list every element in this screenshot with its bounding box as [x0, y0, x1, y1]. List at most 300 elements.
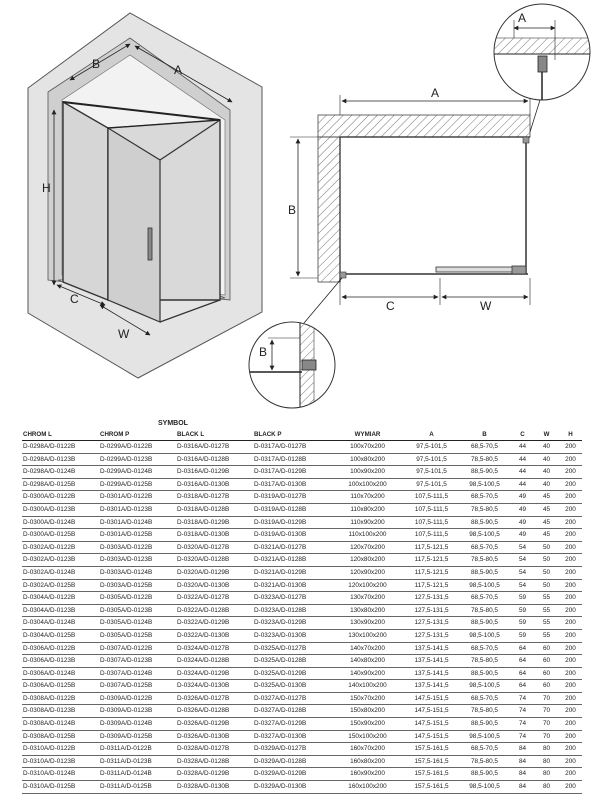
table-cell: 55 [534, 629, 558, 642]
table-cell: 54 [510, 579, 534, 592]
table-cell: 88,5-90,5 [458, 718, 510, 731]
table-cell: 80 [534, 768, 558, 781]
table-cell: 44 [510, 466, 534, 479]
table-row [22, 768, 582, 781]
table-cell: D-0321A/D-0127B [253, 541, 330, 554]
table-cell: D-0298A/D-0122B [22, 441, 99, 454]
table-cell: D-0318A/D-0130B [176, 529, 253, 542]
table-cell: 98,5-100,5 [458, 781, 510, 794]
table-cell: 200 [558, 604, 582, 617]
table-header-row [22, 429, 582, 441]
table-cell: 200 [558, 541, 582, 554]
table-cell: 50 [534, 554, 558, 567]
table-cell: 200 [558, 466, 582, 479]
table-cell: 140x100x200 [330, 680, 404, 693]
table-cell: 98,5-100,5 [458, 579, 510, 592]
table-cell: 150x80x200 [330, 705, 404, 718]
perspective-label-a: A [174, 63, 183, 77]
table-cell: 78,5-80,5 [458, 503, 510, 516]
table-cell: D-0317A/D-0127B [253, 441, 330, 454]
table-cell: 80 [534, 755, 558, 768]
table-cell: 110x90x200 [330, 516, 404, 529]
table-cell: 200 [558, 755, 582, 768]
table-cell: D-0304A/D-0123B [22, 604, 99, 617]
table-cell: 160x100x200 [330, 781, 404, 794]
table-cell: 127,5-131,5 [404, 592, 458, 605]
table-cell: 88,5-90,5 [458, 566, 510, 579]
table-cell: 60 [534, 680, 558, 693]
table-cell: 88,5-90,5 [458, 768, 510, 781]
table-cell: 55 [534, 592, 558, 605]
table-cell: D-0301A/D-0123B [99, 503, 176, 516]
table-cell: 200 [558, 718, 582, 731]
table-row [22, 617, 582, 630]
symbol-title: SYMBOL [158, 420, 188, 427]
table-cell: 100x90x200 [330, 466, 404, 479]
table-cell: D-0323A/D-0129B [253, 617, 330, 630]
table-cell: 80 [534, 743, 558, 756]
table-cell: 59 [510, 617, 534, 630]
perspective-label-w: W [118, 327, 130, 341]
table-row [22, 680, 582, 693]
table-cell: 160x80x200 [330, 755, 404, 768]
table-cell: D-0304A/D-0124B [22, 617, 99, 630]
table-cell: 54 [510, 541, 534, 554]
table-cell: 147,5-151,5 [404, 705, 458, 718]
table-cell: 200 [558, 743, 582, 756]
table-cell: D-0327A/D-0128B [253, 705, 330, 718]
table-cell: D-0321A/D-0129B [253, 566, 330, 579]
table-row [22, 466, 582, 479]
table-cell: 40 [534, 441, 558, 454]
table-cell: 130x70x200 [330, 592, 404, 605]
table-cell: D-0303A/D-0123B [99, 554, 176, 567]
table-cell: 140x70x200 [330, 642, 404, 655]
table-cell: 130x90x200 [330, 617, 404, 630]
table-cell: 70 [534, 692, 558, 705]
table-cell: D-0329A/D-0128B [253, 755, 330, 768]
table-cell: 78,5-80,5 [458, 655, 510, 668]
table-row [22, 453, 582, 466]
perspective-label-c: C [70, 292, 79, 306]
table-cell: D-0327A/D-0127B [253, 692, 330, 705]
table-cell: D-0301A/D-0124B [99, 516, 176, 529]
table-cell: D-0324A/D-0129B [176, 667, 253, 680]
table-cell: D-0307A/D-0122B [99, 642, 176, 655]
table-cell: 54 [510, 554, 534, 567]
table-row [22, 667, 582, 680]
table-cell: D-0317A/D-0128B [253, 453, 330, 466]
table-row [22, 692, 582, 705]
table-cell: 147,5-151,5 [404, 718, 458, 731]
table-cell: 64 [510, 680, 534, 693]
table-cell: 200 [558, 503, 582, 516]
table-row [22, 579, 582, 592]
table-cell: D-0324A/D-0127B [176, 642, 253, 655]
table-cell: 78,5-80,5 [458, 453, 510, 466]
table-cell: 200 [558, 516, 582, 529]
spec-table [22, 418, 582, 794]
table-cell: 74 [510, 718, 534, 731]
table-cell: D-0300A/D-0124B [22, 516, 99, 529]
table-cell: 74 [510, 730, 534, 743]
table-cell: 117,5-121,5 [404, 579, 458, 592]
plan-label-a: A [431, 86, 440, 100]
table-cell: 84 [510, 768, 534, 781]
table-cell: 44 [510, 441, 534, 454]
table-cell: 200 [558, 629, 582, 642]
table-cell: D-0308A/D-0122B [22, 692, 99, 705]
plan-wall-top [318, 115, 530, 137]
table-cell: 200 [558, 642, 582, 655]
table-cell: 49 [510, 503, 534, 516]
table-cell: D-0307A/D-0123B [99, 655, 176, 668]
table-cell: 80 [534, 781, 558, 794]
table-cell: D-0317A/D-0130B [253, 478, 330, 491]
table-cell: 55 [534, 604, 558, 617]
table-cell: 60 [534, 667, 558, 680]
table-cell: D-0299A/D-0123B [99, 453, 176, 466]
table-cell: 54 [510, 566, 534, 579]
detail-top-label: A [518, 11, 527, 25]
detail-bottom [249, 278, 342, 410]
table-cell: 78,5-80,5 [458, 705, 510, 718]
table-cell: D-0318A/D-0127B [176, 491, 253, 504]
table-cell: D-0306A/D-0125B [22, 680, 99, 693]
table-cell: D-0309A/D-0123B [99, 705, 176, 718]
table-cell: D-0308A/D-0123B [22, 705, 99, 718]
table-cell: 55 [534, 617, 558, 630]
table-cell: D-0307A/D-0125B [99, 680, 176, 693]
table-cell: D-0311A/D-0124B [99, 768, 176, 781]
table-cell: 70 [534, 730, 558, 743]
table-row [22, 491, 582, 504]
table-cell: D-0302A/D-0123B [22, 554, 99, 567]
table-cell: 157,5-161,5 [404, 743, 458, 756]
table-cell: D-0311A/D-0125B [99, 781, 176, 794]
table-cell: D-0305A/D-0125B [99, 629, 176, 642]
table-header-cell: BLACK L [176, 429, 253, 441]
table-cell: D-0302A/D-0125B [22, 579, 99, 592]
table-cell: 110x70x200 [330, 491, 404, 504]
table-cell: D-0322A/D-0130B [176, 629, 253, 642]
table-cell: 40 [534, 453, 558, 466]
table-cell: D-0319A/D-0127B [253, 491, 330, 504]
table-cell: D-0329A/D-0127B [253, 743, 330, 756]
table-cell: 60 [534, 655, 558, 668]
table-cell: 157,5-161,5 [404, 768, 458, 781]
table-cell: 160x90x200 [330, 768, 404, 781]
table-cell: 147,5-151,5 [404, 730, 458, 743]
table-row [22, 554, 582, 567]
table-cell: D-0325A/D-0128B [253, 655, 330, 668]
table-cell: D-0307A/D-0124B [99, 667, 176, 680]
table-cell: 110x100x200 [330, 529, 404, 542]
table-header-cell: WYMIAR [330, 429, 404, 441]
table-cell: D-0323A/D-0130B [253, 629, 330, 642]
table-cell: 200 [558, 655, 582, 668]
table-cell: 200 [558, 680, 582, 693]
table-header-cell: B [458, 429, 510, 441]
table-cell: 117,5-121,5 [404, 554, 458, 567]
table-cell: D-0299A/D-0124B [99, 466, 176, 479]
table-cell: D-0326A/D-0128B [176, 705, 253, 718]
table-cell: 107,5-111,5 [404, 491, 458, 504]
table-cell: 44 [510, 478, 534, 491]
table-cell: D-0310A/D-0125B [22, 781, 99, 794]
table-cell: D-0325A/D-0127B [253, 642, 330, 655]
table-cell: 200 [558, 768, 582, 781]
table-cell: 140x80x200 [330, 655, 404, 668]
table-cell: 68,5-70,5 [458, 592, 510, 605]
perspective-label-b: B [92, 57, 101, 71]
table-cell: 68,5-70,5 [458, 743, 510, 756]
table-cell: 150x70x200 [330, 692, 404, 705]
table-cell: 130x80x200 [330, 604, 404, 617]
table-cell: D-0328A/D-0130B [176, 781, 253, 794]
table-cell: 45 [534, 516, 558, 529]
table-cell: D-0298A/D-0125B [22, 478, 99, 491]
table-cell: D-0326A/D-0127B [176, 692, 253, 705]
table-cell: 150x90x200 [330, 718, 404, 731]
table-cell: 137,5-141,5 [404, 655, 458, 668]
table-cell: 70 [534, 705, 558, 718]
table-cell: 200 [558, 592, 582, 605]
table-cell: D-0305A/D-0123B [99, 604, 176, 617]
table-cell: D-0303A/D-0125B [99, 579, 176, 592]
table-cell: D-0319A/D-0130B [253, 529, 330, 542]
table-cell: 45 [534, 503, 558, 516]
table-cell: D-0309A/D-0122B [99, 692, 176, 705]
table-cell: 150x100x200 [330, 730, 404, 743]
table-cell: D-0310A/D-0124B [22, 768, 99, 781]
table-cell: D-0309A/D-0125B [99, 730, 176, 743]
table-cell: 68,5-70,5 [458, 491, 510, 504]
table-cell: 84 [510, 781, 534, 794]
table-row [22, 441, 582, 454]
table-header-cell: BLACK P [253, 429, 330, 441]
table-cell: D-0328A/D-0128B [176, 755, 253, 768]
table-cell: D-0310A/D-0122B [22, 743, 99, 756]
table-cell: 40 [534, 466, 558, 479]
table-cell: D-0328A/D-0127B [176, 743, 253, 756]
table-cell: 147,5-151,5 [404, 692, 458, 705]
table-row [22, 755, 582, 768]
table-cell: 137,5-141,5 [404, 680, 458, 693]
table-cell: 127,5-131,5 [404, 604, 458, 617]
table-header-cell: C [510, 429, 534, 441]
table-cell: 200 [558, 478, 582, 491]
table-cell: 74 [510, 705, 534, 718]
perspective-view [28, 13, 262, 378]
table-cell: D-0302A/D-0124B [22, 566, 99, 579]
table-row [22, 529, 582, 542]
table-cell: 157,5-161,5 [404, 781, 458, 794]
table-cell: 107,5-111,5 [404, 516, 458, 529]
table-cell: 127,5-131,5 [404, 617, 458, 630]
table-cell: 88,5-90,5 [458, 667, 510, 680]
table-cell: 200 [558, 554, 582, 567]
table-cell: 49 [510, 529, 534, 542]
table-row [22, 566, 582, 579]
table-cell: 120x80x200 [330, 554, 404, 567]
table-cell: D-0320A/D-0130B [176, 579, 253, 592]
table-cell: 98,5-100,5 [458, 730, 510, 743]
table-cell: 100x80x200 [330, 453, 404, 466]
table-cell: 78,5-80,5 [458, 755, 510, 768]
table-cell: 200 [558, 705, 582, 718]
table-cell: 88,5-90,5 [458, 466, 510, 479]
detail-top [494, 4, 594, 132]
plan-label-w: W [480, 299, 492, 313]
table-cell: 78,5-80,5 [458, 604, 510, 617]
table-cell: D-0310A/D-0123B [22, 755, 99, 768]
table-cell: 44 [510, 453, 534, 466]
table-cell: D-0298A/D-0124B [22, 466, 99, 479]
table-header-cell: H [558, 429, 582, 441]
table-cell: D-0316A/D-0127B [176, 441, 253, 454]
table-cell: D-0304A/D-0122B [22, 592, 99, 605]
table-cell: 157,5-161,5 [404, 755, 458, 768]
table-cell: 97,5-101,5 [404, 466, 458, 479]
table-cell: 84 [510, 755, 534, 768]
table-cell: 97,5-101,5 [404, 478, 458, 491]
table-cell: 200 [558, 730, 582, 743]
table-cell: D-0305A/D-0124B [99, 617, 176, 630]
table-cell: D-0324A/D-0130B [176, 680, 253, 693]
table-row [22, 730, 582, 743]
table-cell: D-0316A/D-0129B [176, 466, 253, 479]
table-row [22, 478, 582, 491]
table-cell: D-0327A/D-0130B [253, 730, 330, 743]
table-cell: D-0329A/D-0129B [253, 768, 330, 781]
table-cell: 64 [510, 642, 534, 655]
table-row [22, 642, 582, 655]
table-cell: D-0322A/D-0129B [176, 617, 253, 630]
table-cell: D-0308A/D-0124B [22, 718, 99, 731]
table-cell: D-0303A/D-0124B [99, 566, 176, 579]
table-row [22, 592, 582, 605]
perspective-label-h: H [42, 181, 51, 195]
dimensions-table [22, 429, 582, 794]
table-cell: 200 [558, 566, 582, 579]
table-cell: D-0302A/D-0122B [22, 541, 99, 554]
table-row [22, 541, 582, 554]
table-cell: 97,5-101,5 [404, 453, 458, 466]
table-cell: D-0327A/D-0129B [253, 718, 330, 731]
table-cell: D-0321A/D-0130B [253, 579, 330, 592]
table-cell: 117,5-121,5 [404, 566, 458, 579]
table-cell: 45 [534, 529, 558, 542]
table-cell: D-0298A/D-0123B [22, 453, 99, 466]
table-cell: 70 [534, 718, 558, 731]
table-cell: D-0301A/D-0125B [99, 529, 176, 542]
table-cell: D-0324A/D-0128B [176, 655, 253, 668]
table-cell: 84 [510, 743, 534, 756]
table-cell: 49 [510, 516, 534, 529]
table-cell: 98,5-100,5 [458, 629, 510, 642]
table-cell: D-0304A/D-0125B [22, 629, 99, 642]
table-cell: D-0308A/D-0125B [22, 730, 99, 743]
plan-view [288, 86, 530, 313]
table-cell: 74 [510, 692, 534, 705]
table-cell: 200 [558, 441, 582, 454]
table-cell: 120x100x200 [330, 579, 404, 592]
table-cell: 200 [558, 617, 582, 630]
table-cell: 59 [510, 592, 534, 605]
table-cell: 50 [534, 566, 558, 579]
table-header-cell: CHROM P [99, 429, 176, 441]
table-row [22, 503, 582, 516]
table-cell: D-0300A/D-0123B [22, 503, 99, 516]
table-cell: 88,5-90,5 [458, 617, 510, 630]
table-cell: D-0300A/D-0125B [22, 529, 99, 542]
table-cell: D-0322A/D-0127B [176, 592, 253, 605]
table-cell: 200 [558, 667, 582, 680]
table-cell: D-0303A/D-0122B [99, 541, 176, 554]
table-cell: 200 [558, 491, 582, 504]
table-cell: 120x70x200 [330, 541, 404, 554]
table-cell: 45 [534, 491, 558, 504]
table-cell: 100x70x200 [330, 441, 404, 454]
table-cell: D-0319A/D-0129B [253, 516, 330, 529]
table-cell: D-0326A/D-0129B [176, 718, 253, 731]
table-row [22, 743, 582, 756]
table-cell: 88,5-90,5 [458, 516, 510, 529]
table-cell: D-0321A/D-0128B [253, 554, 330, 567]
table-cell: D-0306A/D-0124B [22, 667, 99, 680]
table-row [22, 604, 582, 617]
table-cell: 137,5-141,5 [404, 642, 458, 655]
table-cell: 68,5-70,5 [458, 441, 510, 454]
table-row [22, 629, 582, 642]
table-cell: D-0325A/D-0129B [253, 667, 330, 680]
table-cell: D-0299A/D-0125B [99, 478, 176, 491]
table-header-cell: W [534, 429, 558, 441]
detail-bottom-label: B [259, 345, 268, 359]
table-row [22, 705, 582, 718]
table-cell: 98,5-100,5 [458, 680, 510, 693]
table-cell: D-0311A/D-0122B [99, 743, 176, 756]
table-cell: 64 [510, 667, 534, 680]
table-cell: D-0328A/D-0129B [176, 768, 253, 781]
table-cell: 130x100x200 [330, 629, 404, 642]
table-cell: 120x90x200 [330, 566, 404, 579]
table-cell: D-0329A/D-0130B [253, 781, 330, 794]
table-cell: D-0318A/D-0128B [176, 503, 253, 516]
table-cell: D-0320A/D-0128B [176, 554, 253, 567]
table-row [22, 516, 582, 529]
table-cell: D-0306A/D-0123B [22, 655, 99, 668]
table-cell: 200 [558, 453, 582, 466]
table-cell: D-0301A/D-0122B [99, 491, 176, 504]
plan-label-b: B [288, 203, 297, 217]
table-cell: 40 [534, 478, 558, 491]
table-cell: D-0323A/D-0127B [253, 592, 330, 605]
table-cell: 100x100x200 [330, 478, 404, 491]
table-cell: D-0323A/D-0128B [253, 604, 330, 617]
table-cell: 59 [510, 604, 534, 617]
table-cell: 64 [510, 655, 534, 668]
table-cell: D-0316A/D-0128B [176, 453, 253, 466]
table-cell: 200 [558, 579, 582, 592]
table-cell: 110x80x200 [330, 503, 404, 516]
table-cell: D-0325A/D-0130B [253, 680, 330, 693]
table-cell: D-0311A/D-0123B [99, 755, 176, 768]
table-cell: 107,5-111,5 [404, 503, 458, 516]
table-cell: D-0319A/D-0128B [253, 503, 330, 516]
plan-wall-left [318, 137, 340, 282]
